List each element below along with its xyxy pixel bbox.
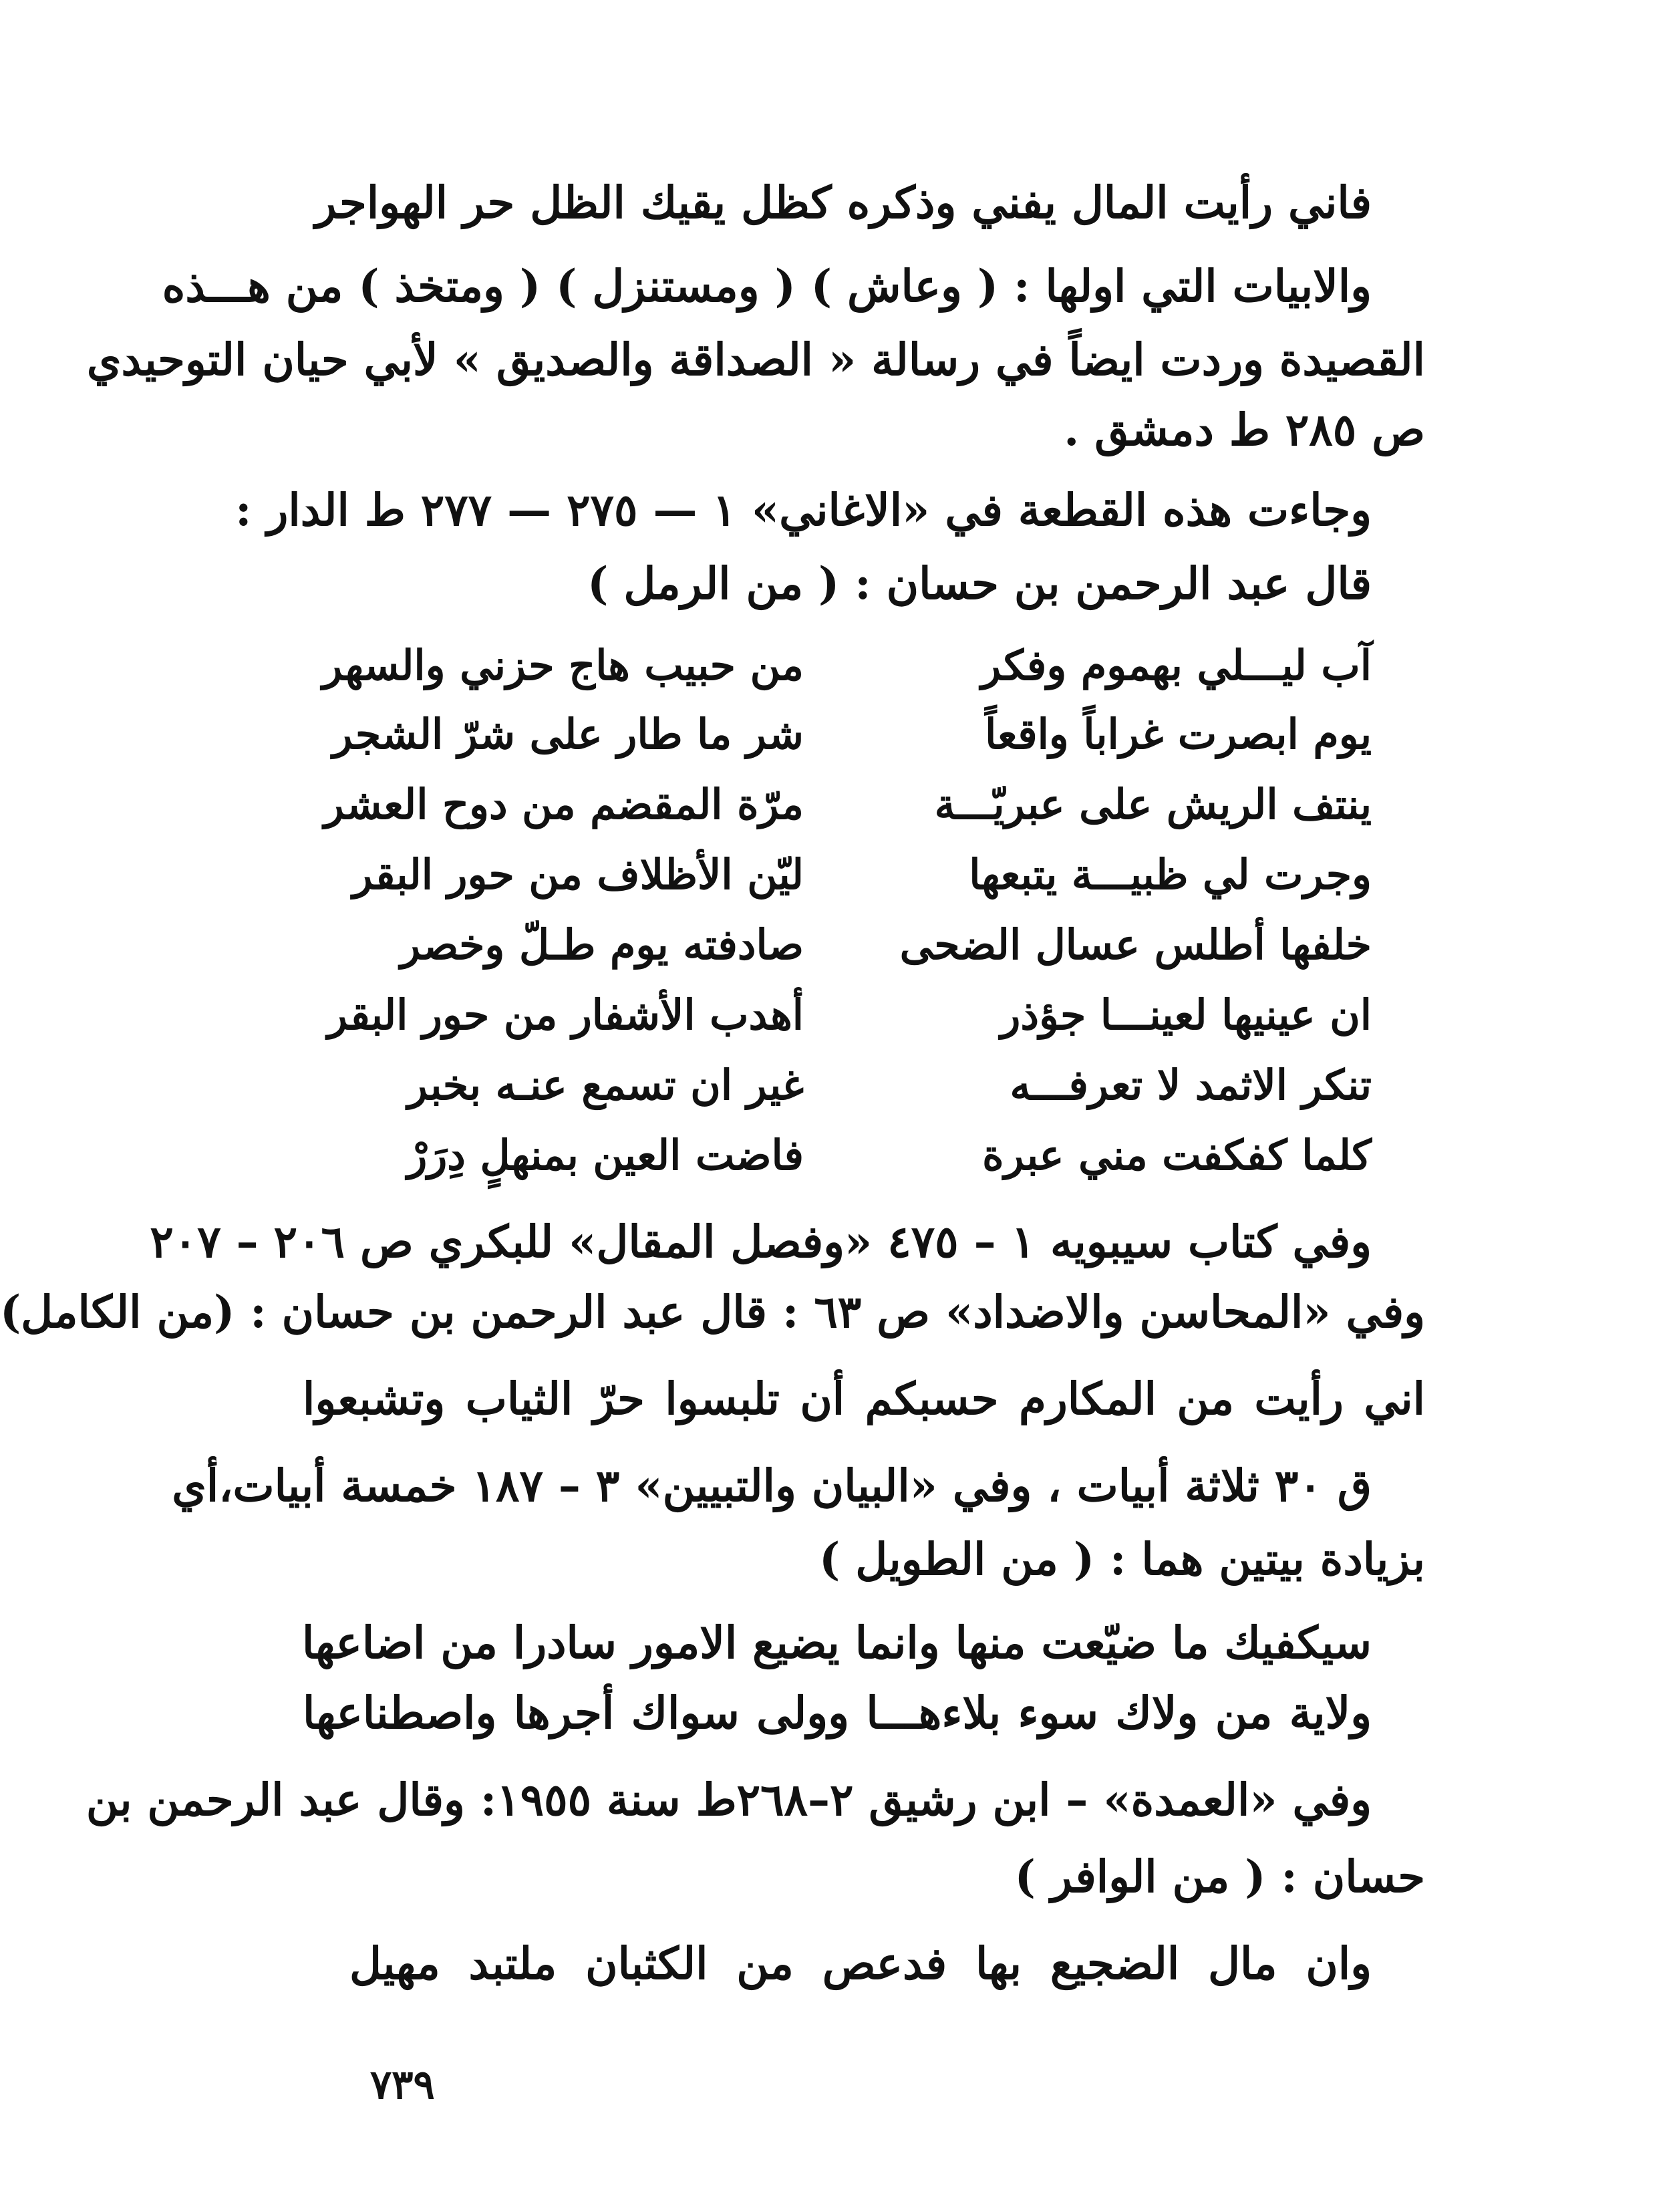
poem-hemistich-right: وجرت لي ظبيـــة يتبعها bbox=[969, 850, 1372, 899]
text-line: ص ٢٨٥ ط دمشق . bbox=[1064, 404, 1425, 456]
poem-hemistich-left: ليّن الأظلاف من حور البقر bbox=[352, 850, 804, 899]
poem-hemistich-right: يوم ابصرت غراباً واقعاً bbox=[985, 710, 1372, 758]
poem-hemistich-left: فاضت العين بمنهلٍ دِرَرْ bbox=[407, 1131, 804, 1180]
page-number: ٧٣٩ bbox=[370, 2062, 435, 2108]
poem-hemistich-right: ان عينيها لعينـــا جؤذر bbox=[1000, 990, 1372, 1039]
poem-hemistich-left: غير ان تسمع عنـه بخبر bbox=[407, 1061, 804, 1109]
poem-hemistich-right: تنكر الاثمد لا تعرفـــه bbox=[1010, 1061, 1372, 1109]
text-line: ق ٣٠ ثلاثة أبيات ، وفي «البيان والتبيين» ٣ – ١٨٧ خمسة أبيات،أي bbox=[172, 1460, 1372, 1512]
text-line: بزيادة بيتين هما : ( من الطويل ) bbox=[819, 1533, 1425, 1585]
poem-hemistich-left: أهدب الأشفار من حور البقر bbox=[327, 990, 804, 1039]
text-line: وجاءت هذه القطعة في «الاغاني» ١ — ٢٧٥ — ٢٧٧ ط الدار : bbox=[235, 484, 1372, 536]
poem-hemistich-left: من حبيب هاج حزني والسهر bbox=[322, 641, 804, 690]
poem-hemistich-left: مرّة المقضم من دوح العشر bbox=[323, 780, 804, 829]
verse-line: ولاية من ولاك سوء بلاءهـــا وولى سواك أجرها واصطناعها bbox=[303, 1687, 1372, 1739]
poem-hemistich-left: صادفته يوم طـلّ وخصر bbox=[400, 920, 804, 969]
verse-line: سيكفيك ما ضيّعت منها وانما يضيع الامور سادرا من اضاعها bbox=[301, 1617, 1372, 1669]
text-line: وفي كتاب سيبويه ١ – ٤٧٥ «وفصل المقال» للبكري ص ٢٠٦ – ٢٠٧ bbox=[150, 1216, 1372, 1268]
poem-hemistich-right: كلما كفكفت مني عبرة bbox=[982, 1131, 1372, 1180]
text-line: القصيدة وردت ايضاً في رسالة « الصداقة والصديق » لأبي حيان التوحيدي bbox=[86, 333, 1425, 386]
verse-line-intro: فاني رأيت المال يفني وذكره كظل يقيك الظل حر الهواجر bbox=[315, 176, 1372, 229]
text-line: وفي «العمدة» – ابن رشيق ٢–٢٦٨ط سنة ١٩٥٥: وقال عبد الرحمن بن bbox=[86, 1774, 1372, 1826]
verse-line: وان مال الضجيع بها فدعص من الكثبان ملتبد مهيل bbox=[349, 1937, 1372, 1989]
poem-hemistich-right: آب ليـــلي بهموم وفكر bbox=[981, 641, 1372, 690]
text-line: والابيات التي اولها : ( وعاش ) ( ومستنزل ) ( ومتخذ ) من هـــذه bbox=[162, 260, 1372, 312]
poem-hemistich-right: خلفها أطلس عسال الضحى bbox=[899, 920, 1372, 969]
verse-line: اني رأيت من المكارم حسبكم أن تلبسوا حرّ الثياب وتشبعوا bbox=[303, 1373, 1425, 1425]
poem-hemistich-right: ينتف الريش على عبريّـــة bbox=[934, 780, 1372, 829]
text-line: وفي «المحاسن والاضداد» ص ٦٣ : قال عبد الرحمن بن حسان : (من الكامل) bbox=[0, 1286, 1425, 1338]
text-line: حسان : ( من الوافر ) bbox=[1014, 1850, 1425, 1903]
poem-hemistich-left: شر ما طار على شرّ الشجر bbox=[332, 710, 804, 758]
text-line: قال عبد الرحمن بن حسان : ( من الرمل ) bbox=[587, 557, 1372, 609]
